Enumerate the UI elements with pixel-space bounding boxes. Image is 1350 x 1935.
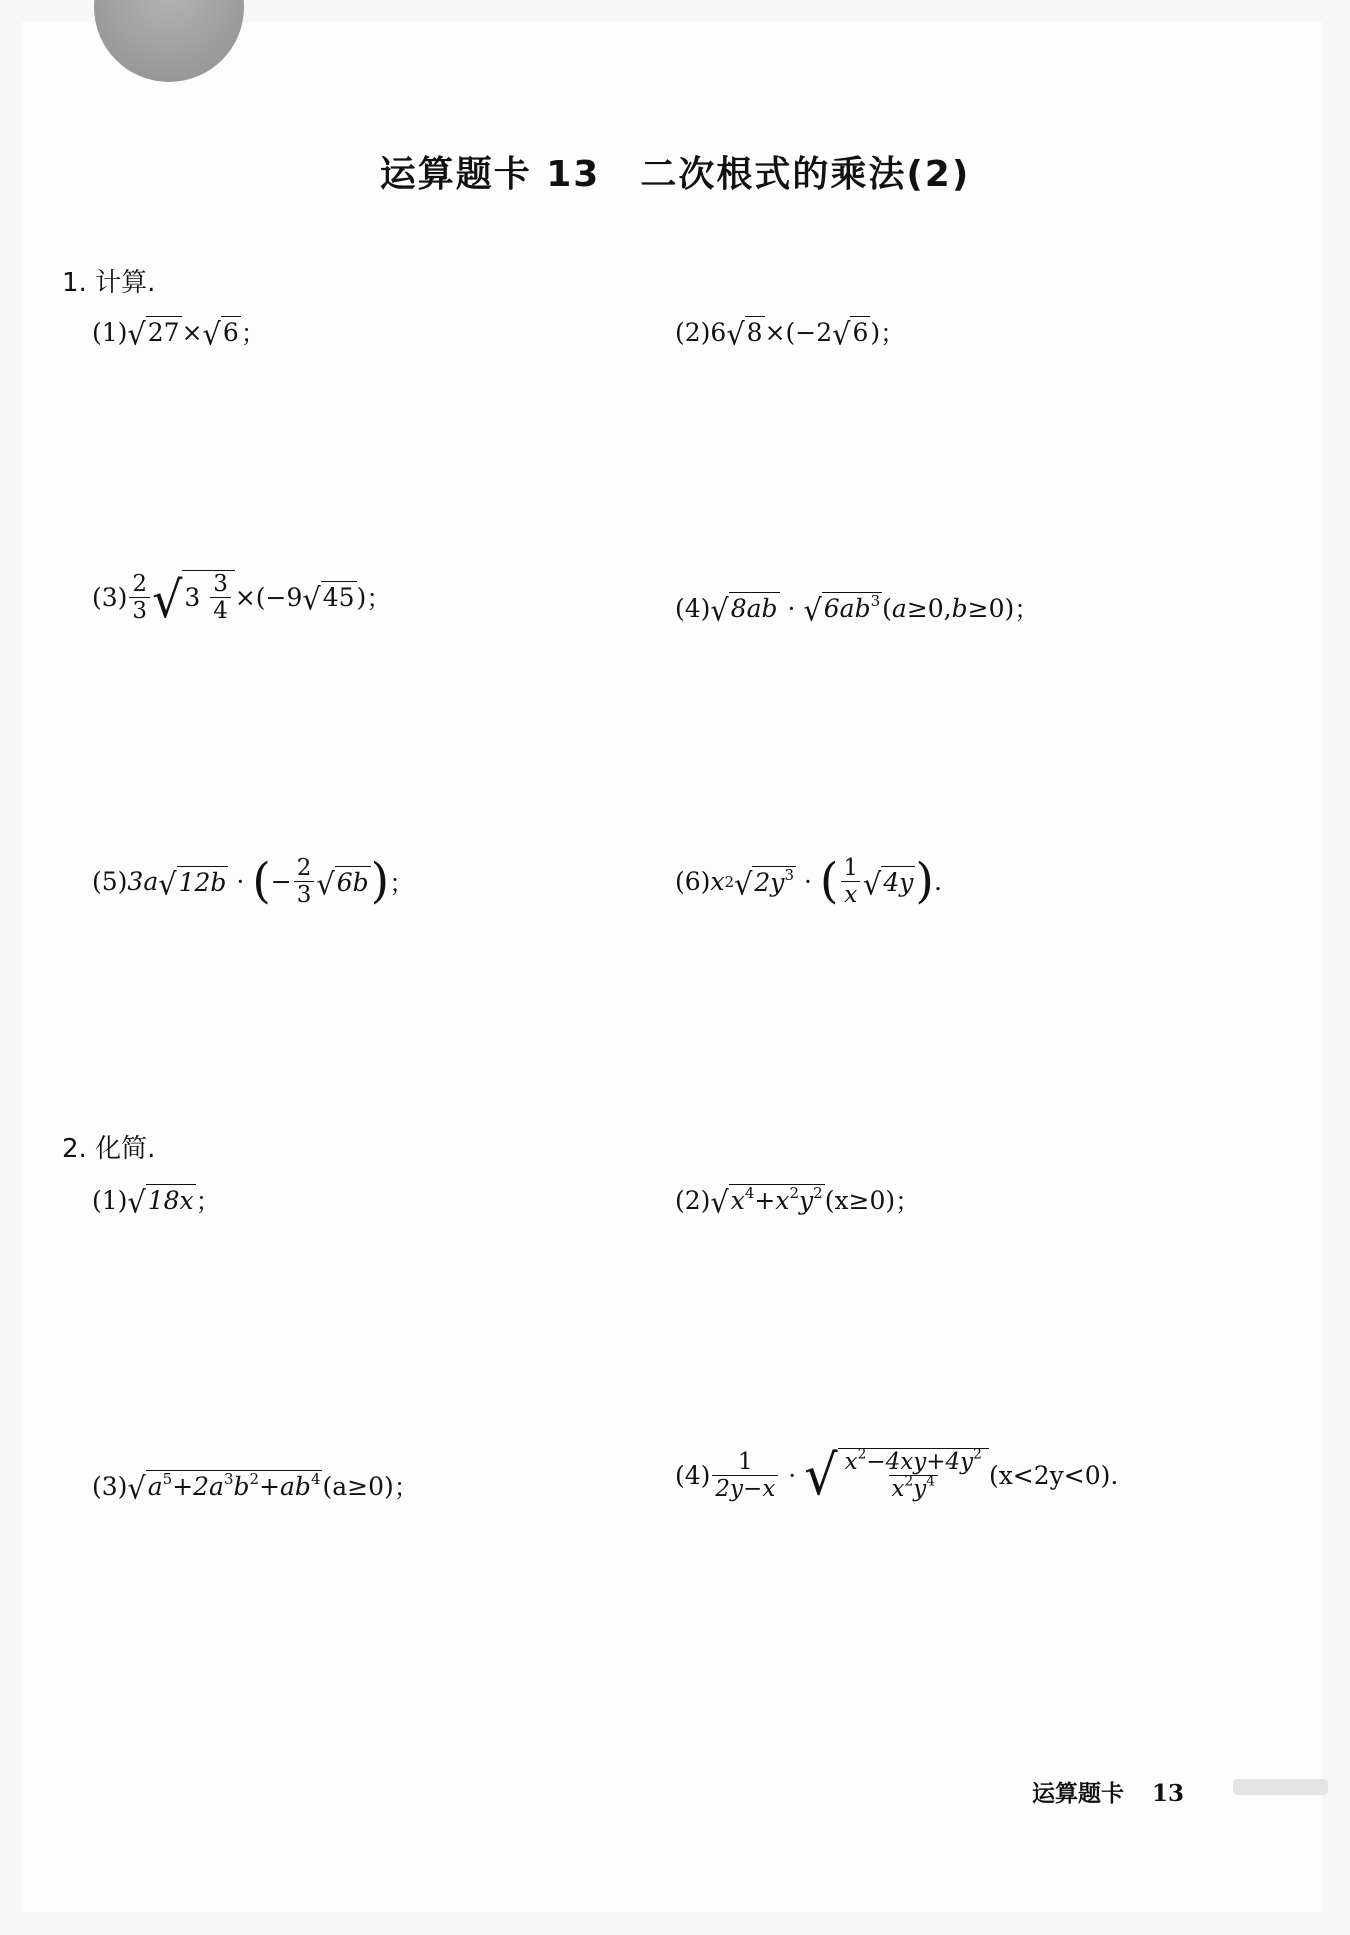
punctuation: ； <box>393 1473 419 1502</box>
paren-open: ( <box>882 593 892 623</box>
punctuation: . <box>1110 1460 1119 1490</box>
variable: a <box>891 593 907 623</box>
big-paren-open: ( <box>819 854 839 910</box>
radical: √ 12b <box>158 865 227 902</box>
radical: √ 27 <box>127 315 180 352</box>
problem-label: (3) <box>92 1471 128 1501</box>
radical: √ $a^5+2a^3b^2+ab^4$ <box>127 1469 321 1506</box>
dot-operator: · <box>236 867 245 897</box>
corner-tab-decoration <box>94 0 244 82</box>
problem-label: (1) <box>92 1185 128 1215</box>
problem-2-1 <box>92 1182 221 1218</box>
minus-sign: − <box>270 867 292 897</box>
fraction: $\frac{2}{3}$ <box>294 855 315 909</box>
condition: (a≥0) <box>322 1471 394 1501</box>
problem-label: (2) <box>675 317 711 347</box>
page-title <box>0 146 1350 197</box>
paren-open: ( <box>785 317 796 347</box>
problem-2-4 <box>675 1443 1119 1508</box>
condition: ≥0 <box>967 593 1005 623</box>
problem-1-5 <box>92 855 414 909</box>
section-2-heading: 2. 化简. <box>62 1134 156 1164</box>
title-prefix: 运算题卡 13 <box>379 154 601 195</box>
radical: √ $\frac{x^2-4xy+4y^2}{x^2y^4}$ <box>804 1448 989 1503</box>
radical: √ $x^4+x^2y^2$ <box>710 1183 823 1220</box>
punctuation: ； <box>1014 595 1040 624</box>
radical: √ $6ab^3$ <box>803 591 881 628</box>
times-sign: × <box>764 317 786 347</box>
big-paren-close: ) <box>915 854 934 910</box>
problem-label: (1) <box>92 317 128 347</box>
title-topic: 二次根式的乘法(2) <box>640 154 971 195</box>
condition: ≥0, <box>906 593 952 623</box>
page-footer <box>1032 1775 1184 1808</box>
big-paren-close: ) <box>370 854 390 910</box>
problem-1-2 <box>675 314 905 350</box>
radical: √ 4y <box>863 865 914 902</box>
big-paren-open: ( <box>252 854 271 910</box>
problem-label: (2) <box>675 1185 711 1215</box>
problem-1-1 <box>92 314 266 350</box>
punctuation: . <box>933 867 942 897</box>
problem-2-3 <box>92 1468 419 1504</box>
dot-operator: · <box>787 593 796 623</box>
footer-decoration <box>1233 1779 1328 1795</box>
fraction: $\frac{1}{x}$ <box>840 855 861 909</box>
problem-label: (6) <box>675 867 711 897</box>
condition: (x≥0) <box>824 1185 896 1215</box>
footer-label: 运算题卡 <box>1032 1781 1124 1807</box>
page-number: 13 <box>1152 1780 1185 1807</box>
worksheet-page <box>22 22 1322 1912</box>
dot-operator: · <box>788 1460 797 1490</box>
punctuation: ； <box>389 868 415 898</box>
paren-close: ) <box>870 317 881 347</box>
problem-1-3 <box>92 570 392 630</box>
punctuation: ； <box>880 319 906 348</box>
coefficient: −2 <box>795 317 833 347</box>
radical: √ 8 <box>726 315 763 352</box>
radical: √ $2y^3$ <box>734 865 794 902</box>
problem-2-2 <box>675 1182 920 1218</box>
punctuation: ； <box>195 1187 221 1216</box>
coefficient: 6 <box>710 317 727 347</box>
punctuation: ； <box>895 1187 921 1216</box>
condition: (x<2y<0) <box>988 1460 1111 1490</box>
dot-operator: · <box>803 867 812 897</box>
radical: √ 6b <box>316 865 369 902</box>
fraction: $\frac{2}{3}$ <box>129 571 150 625</box>
radical: √ 3 $\frac{3}{4}$ <box>152 570 235 625</box>
variable: x <box>710 867 725 897</box>
problem-label: (4) <box>675 1460 711 1490</box>
radical: √ 45 <box>302 581 355 617</box>
section-1-heading: 1. 计算. <box>62 268 156 298</box>
paren-close: ) <box>356 582 367 612</box>
radical: √ 8ab <box>710 591 778 628</box>
coefficient: 3a <box>127 867 159 897</box>
problem-1-6: (6) x 2 √ $2y^3$ · ( $\frac{1}{x}$ √ 4y ) . <box>675 854 942 910</box>
radical: √ 18x <box>127 1183 194 1220</box>
expression-text: ×(−9 <box>234 582 303 612</box>
variable: b <box>951 593 968 623</box>
problem-label: (5) <box>92 867 128 897</box>
paren-close: ) <box>1004 593 1015 623</box>
radical: √ 6 <box>832 315 869 352</box>
problem-1-4 <box>675 590 1039 626</box>
punctuation: ； <box>366 584 392 614</box>
radical: √ 6 <box>202 315 239 352</box>
problem-label: (4) <box>675 593 711 623</box>
problem-label: (3) <box>92 582 128 612</box>
times-sign: × <box>181 317 203 347</box>
punctuation: ； <box>240 319 266 348</box>
fraction: $\frac{1}{2y-x}$ <box>712 1449 778 1503</box>
